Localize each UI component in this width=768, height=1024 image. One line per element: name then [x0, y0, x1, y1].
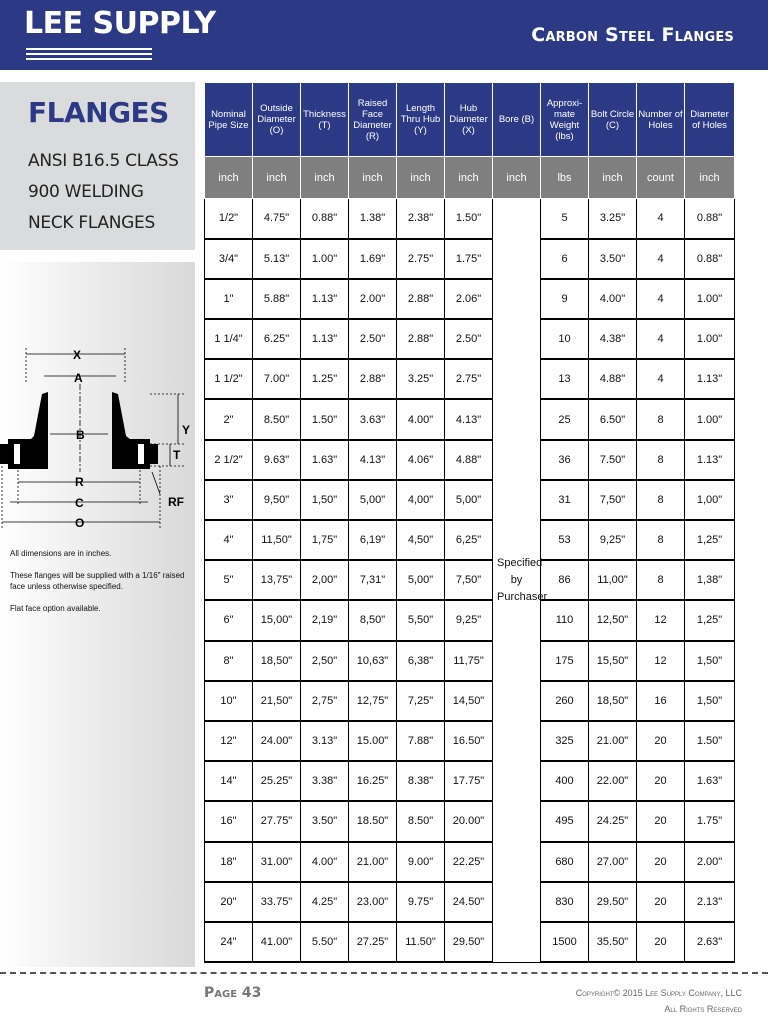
table-row: [205, 520, 735, 560]
table-row: [205, 600, 735, 640]
table-row: [205, 641, 735, 681]
table-cell: 4.00": [589, 279, 637, 319]
table-cell: 8: [637, 440, 685, 480]
table-cell: 5.13": [253, 239, 301, 279]
table-cell: 11,50": [253, 520, 301, 560]
table-cell: 0.88": [685, 199, 735, 239]
table-cell: 1.25": [301, 359, 349, 399]
table-cell: 4: [637, 319, 685, 359]
table-cell: 2.75": [397, 239, 445, 279]
table-cell: 8,50": [349, 600, 397, 640]
table-cell: 830: [541, 882, 589, 922]
table-cell: 10,63": [349, 641, 397, 681]
table-row: [205, 882, 735, 922]
table-cell: 2.00": [349, 279, 397, 319]
unit-cell: inch: [589, 157, 637, 199]
table-cell: 3.38": [301, 761, 349, 801]
table-cell: 16.25": [349, 761, 397, 801]
table-cell: 20: [637, 922, 685, 962]
table-cell: 4.00": [301, 842, 349, 882]
page-title: FLANGES: [28, 96, 169, 129]
table-row: [205, 801, 735, 841]
table-cell: 1,50": [685, 681, 735, 721]
table-cell: 24.00": [253, 721, 301, 761]
table-cell: 0.88": [301, 199, 349, 239]
table-cell: 24.50": [445, 882, 493, 922]
table-cell: 2.50": [445, 319, 493, 359]
table-row: [205, 721, 735, 761]
note-units: All dimensions are in inches.: [10, 549, 112, 558]
table-cell: 1.00": [301, 239, 349, 279]
table-cell: 11.50": [397, 922, 445, 962]
table-cell: 495: [541, 801, 589, 841]
section-title: Carbon Steel Flanges: [531, 24, 734, 46]
table-cell: 4: [637, 199, 685, 239]
table-cell: 9,50": [253, 480, 301, 520]
table-cell: 7,25": [397, 681, 445, 721]
unit-cell: count: [637, 157, 685, 199]
table-body: [205, 199, 735, 963]
table-cell: 1.00": [685, 279, 735, 319]
table-cell: 20": [205, 882, 253, 922]
table-cell: 4: [637, 279, 685, 319]
table-cell: 1,38": [685, 560, 735, 600]
company-logo: LEE SUPPLY: [24, 6, 216, 41]
dim-label-t: T: [173, 448, 181, 462]
page-subtitle: ANSI B16.5 CLASS 900 WELDING NECK FLANGES: [28, 151, 179, 233]
table-cell: 18": [205, 842, 253, 882]
table-cell: 18,50": [589, 681, 637, 721]
column-header: Bore (B): [493, 83, 541, 157]
table-cell: 36: [541, 440, 589, 480]
table-cell: 3.50": [589, 239, 637, 279]
table-cell: 12: [637, 600, 685, 640]
column-header: Number of Holes: [637, 83, 685, 157]
table-cell: 1": [205, 279, 253, 319]
table-row: [205, 319, 735, 359]
table-cell: 8: [637, 480, 685, 520]
table-cell: 8: [637, 520, 685, 560]
unit-cell: inch: [349, 157, 397, 199]
table-cell: 7,50": [589, 480, 637, 520]
rights-text: All Rights Reserved: [664, 1004, 742, 1014]
table-cell: 3/4": [205, 239, 253, 279]
copyright-text: Copyright© 2015 Lee Supply Company, LLC: [575, 988, 742, 998]
table-cell: 8.50": [253, 399, 301, 439]
table-cell: 23.00": [349, 882, 397, 922]
unit-cell: lbs: [541, 157, 589, 199]
table-cell: 1.13": [301, 279, 349, 319]
table-cell: 3.50": [301, 801, 349, 841]
table-cell: 14": [205, 761, 253, 801]
table-cell: 1.13": [685, 440, 735, 480]
table-cell: 25: [541, 399, 589, 439]
table-cell: 2.63": [685, 922, 735, 962]
table-cell: 260: [541, 681, 589, 721]
table-cell: 20: [637, 801, 685, 841]
table-cell: 4.38": [589, 319, 637, 359]
table-cell: 15,50": [589, 641, 637, 681]
table-cell: 4: [637, 359, 685, 399]
table-cell: 1.69": [349, 239, 397, 279]
table-cell: 1500: [541, 922, 589, 962]
table-cell: 2.50": [349, 319, 397, 359]
table-cell: 35.50": [589, 922, 637, 962]
page-header: [0, 0, 768, 70]
flange-diagram: [0, 344, 195, 534]
table-cell: 4": [205, 520, 253, 560]
unit-cell: inch: [205, 157, 253, 199]
table-cell: 10": [205, 681, 253, 721]
table-cell: 2.38": [397, 199, 445, 239]
table-cell: 4.13": [349, 440, 397, 480]
table-cell: 20: [637, 721, 685, 761]
table-cell: 20: [637, 882, 685, 922]
table-cell: 0.88": [685, 239, 735, 279]
table-cell: 33.75": [253, 882, 301, 922]
table-cell: 110: [541, 600, 589, 640]
table-cell: 21,50": [253, 681, 301, 721]
unit-cell: inch: [253, 157, 301, 199]
table-cell: 22.00": [589, 761, 637, 801]
table-cell: 2": [205, 399, 253, 439]
table-cell: 4.00": [397, 399, 445, 439]
table-row: [205, 922, 735, 962]
table-units-row: [205, 157, 735, 199]
table-cell: 1,25": [685, 520, 735, 560]
table-cell: 17.75": [445, 761, 493, 801]
table-cell: 5": [205, 560, 253, 600]
table-cell: 24.25": [589, 801, 637, 841]
table-cell: 1.13": [301, 319, 349, 359]
table-cell: 5,50": [397, 600, 445, 640]
table-cell: 9: [541, 279, 589, 319]
table-cell: 2,75": [301, 681, 349, 721]
table-cell: 3.13": [301, 721, 349, 761]
table-cell: 5,00": [397, 560, 445, 600]
table-cell: 175: [541, 641, 589, 681]
table-cell: 15.00": [349, 721, 397, 761]
table-row: [205, 681, 735, 721]
table-cell: 2.88": [397, 279, 445, 319]
table-cell: 8": [205, 641, 253, 681]
table-cell: 21.00": [349, 842, 397, 882]
table-row: [205, 359, 735, 399]
table-cell: 16.50": [445, 721, 493, 761]
table-cell: 5.88": [253, 279, 301, 319]
table-cell: 11,00": [589, 560, 637, 600]
table-cell: 1,25": [685, 600, 735, 640]
table-cell: 1.38": [349, 199, 397, 239]
column-header: Raised Face Diameter (R): [349, 83, 397, 157]
table-cell: 1.63": [301, 440, 349, 480]
table-cell: 1,75": [301, 520, 349, 560]
table-cell: 1,50": [685, 641, 735, 681]
table-cell: 9.63": [253, 440, 301, 480]
table-row: [205, 440, 735, 480]
table-cell: 29.50": [589, 882, 637, 922]
table-cell: 4: [637, 239, 685, 279]
column-header: Bolt Circle (C): [589, 83, 637, 157]
dim-label-y: Y: [182, 423, 191, 437]
table-cell: 7.00": [253, 359, 301, 399]
table-cell: 8.50": [397, 801, 445, 841]
dim-label-o: O: [75, 516, 85, 530]
unit-cell: inch: [301, 157, 349, 199]
table-cell: 20.00": [445, 801, 493, 841]
table-cell: 31.00": [253, 842, 301, 882]
table-cell: 27.25": [349, 922, 397, 962]
table-cell: 9.00": [397, 842, 445, 882]
table-cell: 1.00": [685, 399, 735, 439]
table-cell: 8.38": [397, 761, 445, 801]
table-cell: 325: [541, 721, 589, 761]
unit-cell: inch: [397, 157, 445, 199]
table-cell: 12": [205, 721, 253, 761]
table-cell: 2,00": [301, 560, 349, 600]
table-cell: 22.25": [445, 842, 493, 882]
table-cell: 18.50": [349, 801, 397, 841]
table-header-row: [205, 83, 735, 157]
logo-underline: [26, 48, 152, 63]
table-cell: 6: [541, 239, 589, 279]
table-row: [205, 279, 735, 319]
table-cell: 18,50": [253, 641, 301, 681]
table-cell: 2,50": [301, 641, 349, 681]
table-cell: 4.25": [301, 882, 349, 922]
unit-cell: inch: [493, 157, 541, 199]
footer-divider: [0, 972, 768, 974]
table-cell: 27.75": [253, 801, 301, 841]
column-header: Diameter of Holes: [685, 83, 735, 157]
table-cell: 4.75": [253, 199, 301, 239]
table-cell: 5.50": [301, 922, 349, 962]
table-cell: 1 1/4": [205, 319, 253, 359]
table-cell: 14,50": [445, 681, 493, 721]
table-cell: 13,75": [253, 560, 301, 600]
table-cell: 2,19": [301, 600, 349, 640]
table-cell: 2.88": [349, 359, 397, 399]
table-cell: 12: [637, 641, 685, 681]
table-cell: 86: [541, 560, 589, 600]
table-cell: 8: [637, 560, 685, 600]
table-cell: 2 1/2": [205, 440, 253, 480]
table-cell: 11,75": [445, 641, 493, 681]
table-cell: 7.50": [589, 440, 637, 480]
column-header: Hub Diameter (X): [445, 83, 493, 157]
dim-label-x: X: [73, 348, 82, 362]
table-cell: 2.88": [397, 319, 445, 359]
table-cell: 4,50": [397, 520, 445, 560]
table-cell: 4.88": [445, 440, 493, 480]
table-cell: 1 1/2": [205, 359, 253, 399]
table-row: [205, 761, 735, 801]
table-cell: 7,50": [445, 560, 493, 600]
table-cell: 3.63": [349, 399, 397, 439]
table-cell: 3.25": [397, 359, 445, 399]
table-cell: 7.88": [397, 721, 445, 761]
table-cell: 4.13": [445, 399, 493, 439]
notes: [10, 548, 195, 625]
table-cell: 2.75": [445, 359, 493, 399]
table-cell: 3": [205, 480, 253, 520]
table-row: [205, 199, 735, 239]
table-cell: 8: [637, 399, 685, 439]
table-cell: 31: [541, 480, 589, 520]
page-number: Page 43: [204, 985, 262, 1001]
copyright: [576, 985, 742, 1017]
table-cell: 13: [541, 359, 589, 399]
column-header: Thickness (T): [301, 83, 349, 157]
table-cell: 27.00": [589, 842, 637, 882]
column-header: Approxi- mate Weight (lbs): [541, 83, 589, 157]
dim-label-rf: RF: [168, 495, 184, 509]
table-cell: 1.63": [685, 761, 735, 801]
table-cell: 6.25": [253, 319, 301, 359]
table-cell: 6": [205, 600, 253, 640]
table-cell: 680: [541, 842, 589, 882]
dim-label-a: A: [74, 371, 83, 385]
table-cell: 16: [637, 681, 685, 721]
table-cell: 6.50": [589, 399, 637, 439]
title-panel: [0, 82, 195, 250]
table-cell: 400: [541, 761, 589, 801]
table-cell: 12,75": [349, 681, 397, 721]
table-cell: 2.13": [685, 882, 735, 922]
table-cell: 1/2": [205, 199, 253, 239]
table-cell: 1,50": [301, 480, 349, 520]
note-raised-face: These flanges will be supplied with a 1/16" raised face unless otherwise specified.: [10, 571, 185, 591]
table-cell: 29.50": [445, 922, 493, 962]
table-cell: 15,00": [253, 600, 301, 640]
table-cell: 1,00": [685, 480, 735, 520]
dim-label-b: B: [76, 428, 85, 442]
note-flat-face: Flat face option available.: [10, 604, 101, 613]
table-cell: 21.00": [589, 721, 637, 761]
table-row: [205, 399, 735, 439]
column-header: Nominal Pipe Size: [205, 83, 253, 157]
table-cell: 1.00": [685, 319, 735, 359]
unit-cell: inch: [685, 157, 735, 199]
table-cell: 12,50": [589, 600, 637, 640]
bore-note: Specified by Purchaser: [493, 199, 541, 963]
table-row: [205, 560, 735, 600]
table-cell: 20: [637, 761, 685, 801]
table-cell: 53: [541, 520, 589, 560]
table-cell: 3.25": [589, 199, 637, 239]
table-cell: 2.00": [685, 842, 735, 882]
table-cell: 6,25": [445, 520, 493, 560]
table-cell: 4.06": [397, 440, 445, 480]
table-row: [205, 842, 735, 882]
table-cell: 25.25": [253, 761, 301, 801]
table-cell: 9,25": [445, 600, 493, 640]
table-cell: 1.75": [445, 239, 493, 279]
table-cell: 16": [205, 801, 253, 841]
table-cell: 9.75": [397, 882, 445, 922]
table-cell: 24": [205, 922, 253, 962]
table-cell: 5,00": [445, 480, 493, 520]
column-header: Outside Diameter (O): [253, 83, 301, 157]
table-cell: 1.75": [685, 801, 735, 841]
dim-label-r: R: [75, 475, 84, 489]
table-cell: 5: [541, 199, 589, 239]
table-cell: 4,00": [397, 480, 445, 520]
table-cell: 5,00": [349, 480, 397, 520]
table-cell: 1.50": [301, 399, 349, 439]
table-cell: 10: [541, 319, 589, 359]
table-cell: 1.50": [445, 199, 493, 239]
table-cell: 20: [637, 842, 685, 882]
table-cell: 41.00": [253, 922, 301, 962]
table-cell: 1.13": [685, 359, 735, 399]
dim-label-c: C: [75, 496, 84, 510]
column-header: Length Thru Hub (Y): [397, 83, 445, 157]
table-cell: 7,31": [349, 560, 397, 600]
table-row: [205, 480, 735, 520]
flange-spec-table: [204, 82, 735, 963]
unit-cell: inch: [445, 157, 493, 199]
table-cell: 6,38": [397, 641, 445, 681]
table-row: [205, 239, 735, 279]
table-cell: 2.06": [445, 279, 493, 319]
table-cell: 4.88": [589, 359, 637, 399]
table-cell: 6,19": [349, 520, 397, 560]
table-cell: 9,25": [589, 520, 637, 560]
table-cell: 1.50": [685, 721, 735, 761]
